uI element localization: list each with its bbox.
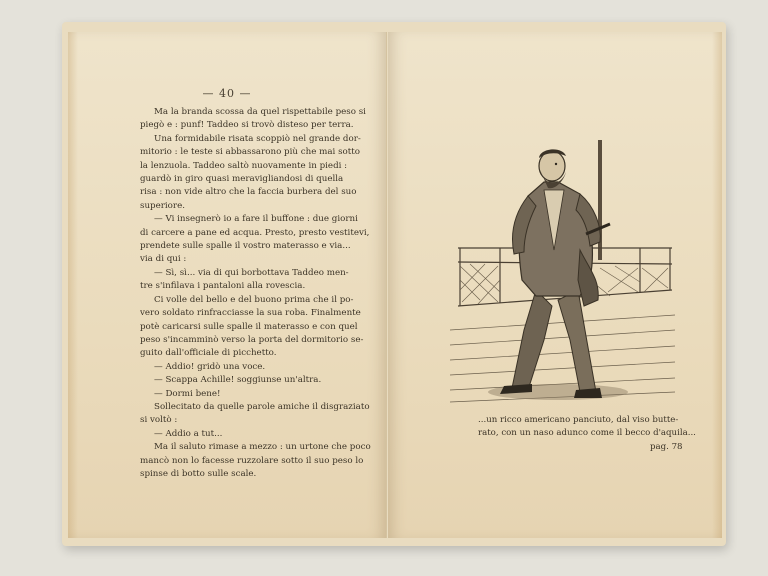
text-line: spinse di botto sulle scale. <box>140 468 257 479</box>
illustration-caption <box>478 414 726 440</box>
text-line: prendete sulle spalle il vostro materasso e via... <box>140 241 351 252</box>
text-line: guito dall'officiale di picchetto. <box>140 348 277 359</box>
page-number: — 40 — <box>202 87 252 100</box>
caption-line: rato, con un naso adunco come il becco d'aquila... <box>478 428 696 438</box>
text-line: tre s'infilava i pantaloni alla rovescia. <box>140 281 306 292</box>
text-line: — Sì, sì... via di qui borbottava Taddeo men- <box>154 267 349 278</box>
open-book <box>62 22 726 546</box>
text-line: la lenzuola. Taddeo saltò nuovamente in piedi : <box>140 160 348 171</box>
text-line: superiore. <box>140 200 185 211</box>
page-stain <box>68 32 78 538</box>
text-line: Sollecitato da quelle parole amiche il disgraziato <box>154 401 370 412</box>
text-line: peso s'incamminò verso la porta del dormitorio se- <box>140 334 364 345</box>
text-line: vero soldato rinfracciasse la sua roba. Finalmente <box>140 308 361 319</box>
page-stain <box>712 32 722 538</box>
text-line: mitorio : le teste si abbassarono più che mai sotto <box>140 147 360 158</box>
body-text <box>140 106 372 481</box>
left-page <box>68 32 387 538</box>
caption-page-reference: pag. 78 <box>650 442 683 452</box>
text-line: Ci volle del bello e del buono prima che il po- <box>154 294 354 305</box>
text-line: — Addio! gridò una voce. <box>154 361 266 372</box>
text-line: — Scappa Achille! soggiunse un'altra. <box>154 375 322 386</box>
text-line: piegò e : punf! Taddeo si trovò disteso per terra. <box>140 120 354 131</box>
text-line: si voltò : <box>140 415 178 426</box>
text-line: via di qui : <box>140 254 187 265</box>
man-on-ship-deck-illustration <box>440 130 680 410</box>
text-line: Ma il saluto rimase a mezzo : un urtone che poco <box>154 442 371 453</box>
text-line: di carcere a pane ed acqua. Presto, presto vestitevi, <box>140 227 370 238</box>
text-line: guardò in giro quasi meravigliandosi di quella <box>140 174 344 185</box>
text-line: — Addio a tut... <box>154 428 223 439</box>
caption-line: ...un ricco americano panciuto, dal viso butte- <box>478 415 679 425</box>
text-line: mancò non lo facesse ruzzolare sotto il suo peso lo <box>140 455 364 466</box>
text-line: Ma la branda scossa da quel rispettabile peso si <box>154 107 366 117</box>
text-line: risa : non vide altro che la faccia burbera del suo <box>140 187 357 198</box>
text-line: potè caricarsi sulle spalle il materasso e con quel <box>140 321 358 332</box>
text-line: — Dormi bene! <box>154 388 221 399</box>
right-page <box>388 32 722 538</box>
text-line: — Vi insegnerò io a fare il buffone : due giorni <box>154 214 358 225</box>
text-line: Una formidabile risata scoppiò nel grande dor- <box>154 133 361 144</box>
